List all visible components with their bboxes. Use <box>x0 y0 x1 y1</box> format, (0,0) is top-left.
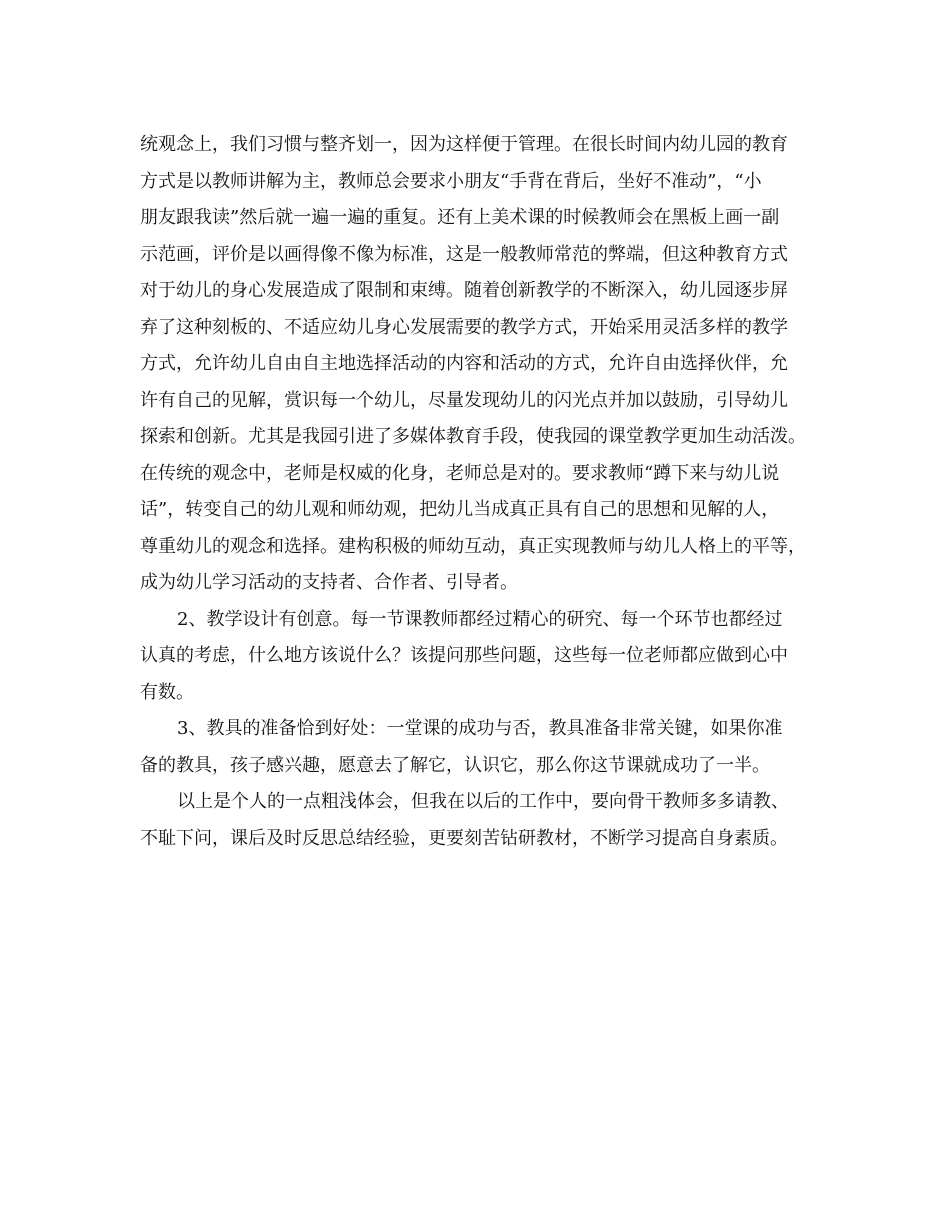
text-line: 示范画，评价是以画得像不像为标准，这是一般教师常范的弊端，但这种教育方式 <box>140 243 788 265</box>
paragraph-start-line: 2、教学设计有创意。每一节课教师都经过精心的研究、每一个环节也都经过 <box>177 608 783 630</box>
text-line: 有数。 <box>140 681 194 703</box>
text-line: 备的教具，孩子感兴趣，愿意去了解它，认识它，那么你这节课就成功了一半。 <box>140 754 770 776</box>
text-line: 朋友跟我读”然后就一遍一遍的重复。还有上美术课的时候教师会在黑板上画一副 <box>140 207 780 228</box>
text-line: 方式是以教师讲解为主，教师总会要求小朋友“手背在背后，坐好不准动”，“小 <box>140 170 762 192</box>
paragraph-start-line: 3、教具的准备恰到好处：一堂课的成功与否，教具准备非常关键，如果你准 <box>177 718 783 739</box>
text-line: 在传统的观念中，老师是权威的化身，老师总是对的。要求教师“蹲下来与幼儿说 <box>140 462 780 484</box>
text-line: 不耻下问，课后及时反思总结经验，更要刻苦钻研教材，不断学习提高自身素质。 <box>140 827 788 849</box>
paragraph-start-line: 以上是个人的一点粗浅体会，但我在以后的工作中，要向骨干教师多多请教、 <box>177 791 789 812</box>
text-line: 统观念上，我们习惯与整齐划一，因为这样便于管理。在很长时间内幼儿园的教育 <box>140 134 788 155</box>
document-body <box>140 127 830 857</box>
text-line: 对于幼儿的身心发展造成了限制和束缚。随着创新教学的不断深入，幼儿园逐步屏 <box>140 280 788 301</box>
text-line: 尊重幼儿的观念和选择。建构积极的师幼互动，真正实现教师与幼儿人格上的平等， <box>140 535 806 557</box>
text-line: 话”，转变自己的幼儿观和师幼观，把幼儿当成真正具有自己的思想和见解的人， <box>140 499 780 520</box>
text-line: 许有自己的见解，赏识每一个幼儿，尽量发现幼儿的闪光点并加以鼓励，引导幼儿 <box>140 389 788 411</box>
text-line: 认真的考虑，什么地方该说什么？该提问那些问题，这些每一位老师都应做到心中 <box>140 645 788 666</box>
text-line: 成为幼儿学习活动的支持者、合作者、引导者。 <box>140 572 518 593</box>
text-line: 方式，允许幼儿自由自主地选择活动的内容和活动的方式，允许自由选择伙伴，允 <box>140 353 788 374</box>
text-line: 探索和创新。尤其是我园引进了多媒体教育手段，使我园的课堂教学更加生动活泼。 <box>140 426 806 447</box>
text-line: 弃了这种刻板的、不适应幼儿身心发展需要的教学方式，开始采用灵活多样的教学 <box>140 316 788 338</box>
